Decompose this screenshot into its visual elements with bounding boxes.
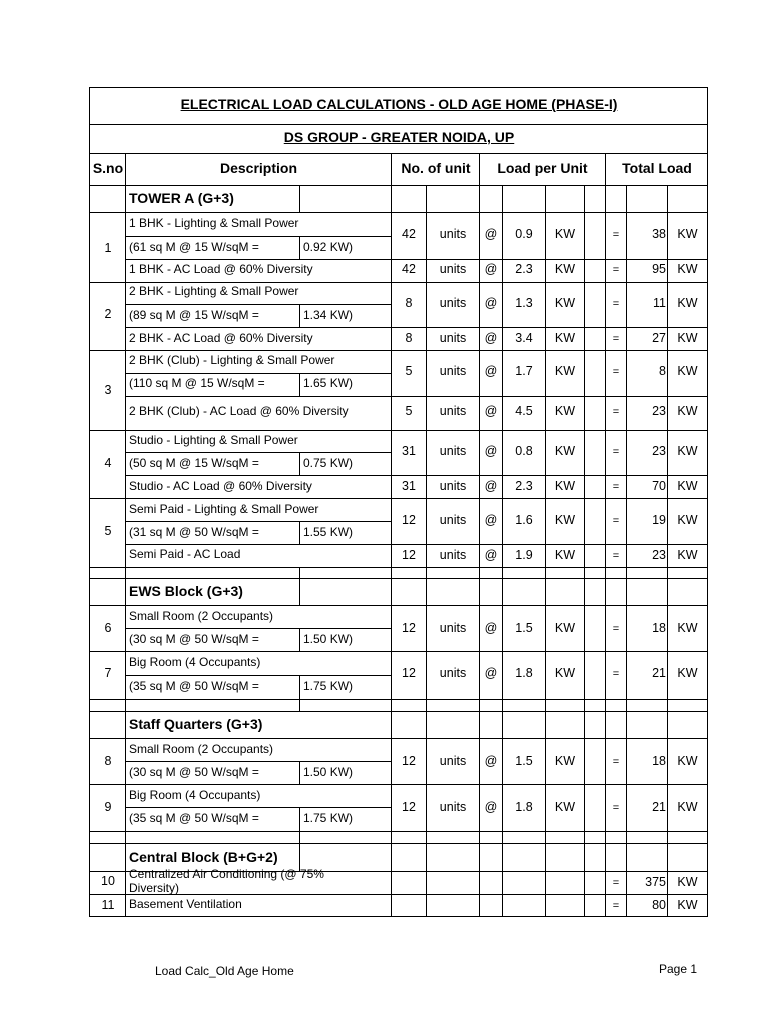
- row-load-kw-label: KW: [554, 331, 576, 345]
- row-sno: 5: [104, 524, 112, 538]
- row-load-kw-label: KW: [554, 666, 576, 680]
- row-load-per-unit: 1.9: [515, 548, 533, 562]
- row-description-kw: 1.65 KW): [303, 376, 354, 390]
- row-at-sign: @: [484, 513, 498, 527]
- row-total-load: 80: [652, 898, 666, 912]
- row-total-load: 21: [652, 800, 666, 814]
- row-load-kw-label: KW: [554, 444, 576, 458]
- row-units-label: units: [439, 227, 467, 241]
- row-equals-sign: =: [612, 229, 620, 241]
- section-ews-block: EWS Block (G+3): [129, 583, 243, 599]
- row-no-of-units: 12: [402, 800, 416, 814]
- row-at-sign: @: [484, 479, 498, 493]
- row-load-per-unit: 2.3: [515, 262, 533, 276]
- row-no-of-units: 12: [402, 513, 416, 527]
- row-total-load: 23: [652, 548, 666, 562]
- row-description: 2 BHK - AC Load @ 60% Diversity: [129, 331, 313, 345]
- row-description-area: (30 sq M @ 50 W/sqM =: [129, 765, 259, 779]
- row-no-of-units: 31: [402, 444, 416, 458]
- row-load-kw-label: KW: [554, 754, 576, 768]
- row-load-kw-label: KW: [554, 296, 576, 310]
- row-description-line1: Semi Paid - Lighting & Small Power: [129, 502, 319, 516]
- row-no-of-units: 5: [405, 404, 413, 418]
- row-units-label: units: [439, 331, 467, 345]
- row-load-per-unit: 0.9: [515, 227, 533, 241]
- row-description-kw: 1.34 KW): [303, 308, 354, 322]
- header-description: Description: [219, 160, 297, 176]
- row-load-kw-label: KW: [554, 404, 576, 418]
- row-total-kw-label: KW: [677, 800, 698, 814]
- row-equals-sign: =: [612, 900, 620, 912]
- row-total-load: 23: [652, 404, 666, 418]
- row-load-per-unit: 1.8: [515, 666, 533, 680]
- row-description-line1: Small Room (2 Occupants): [129, 609, 274, 623]
- row-description-line1: Small Room (2 Occupants): [129, 742, 274, 756]
- row-equals-sign: =: [612, 333, 620, 345]
- row-load-per-unit: 1.8: [515, 800, 533, 814]
- row-total-kw-label: KW: [677, 364, 698, 378]
- row-at-sign: @: [484, 296, 498, 310]
- row-equals-sign: =: [612, 515, 620, 527]
- row-total-kw-label: KW: [677, 513, 698, 527]
- row-no-of-units: 8: [405, 331, 413, 345]
- row-load-per-unit: 1.6: [515, 513, 533, 527]
- section-central-block: Central Block (B+G+2): [129, 849, 278, 865]
- row-total-load: 375: [645, 875, 666, 889]
- document-title: ELECTRICAL LOAD CALCULATIONS - OLD AGE HOME (PHASE-I): [180, 96, 618, 112]
- row-sno: 8: [104, 754, 112, 768]
- row-total-load: 95: [652, 262, 666, 276]
- row-units-label: units: [439, 800, 467, 814]
- document-subtitle: DS GROUP - GREATER NOIDA, UP: [283, 129, 515, 145]
- row-total-load: 38: [652, 227, 666, 241]
- row-total-load: 21: [652, 666, 666, 680]
- row-at-sign: @: [484, 331, 498, 345]
- row-description: Studio - AC Load @ 60% Diversity: [129, 479, 312, 493]
- row-units-label: units: [439, 548, 467, 562]
- row-total-load: 18: [652, 621, 666, 635]
- row-load-per-unit: 3.4: [515, 331, 533, 345]
- row-description: Semi Paid - AC Load: [129, 547, 241, 561]
- row-units-label: units: [439, 621, 467, 635]
- row-load-per-unit: 1.3: [515, 296, 533, 310]
- row-load-per-unit: 4.5: [515, 404, 533, 418]
- row-units-label: units: [439, 296, 467, 310]
- row-total-kw-label: KW: [677, 296, 698, 310]
- row-total-kw-label: KW: [677, 875, 698, 889]
- row-load-kw-label: KW: [554, 227, 576, 241]
- row-description-area: (35 sq M @ 50 W/sqM =: [129, 811, 259, 825]
- row-description-kw: 1.50 KW): [303, 765, 354, 779]
- row-at-sign: @: [484, 364, 498, 378]
- row-sno: 4: [104, 456, 112, 470]
- row-description: 1 BHK - AC Load @ 60% Diversity: [129, 262, 313, 276]
- row-at-sign: @: [484, 754, 498, 768]
- row-load-per-unit: 1.5: [515, 754, 533, 768]
- row-no-of-units: 42: [402, 262, 416, 276]
- row-sno: 3: [104, 383, 112, 397]
- row-total-kw-label: KW: [677, 331, 698, 345]
- section-staff-quarters: Staff Quarters (G+3): [129, 716, 263, 732]
- header-total-load: Total Load: [622, 160, 692, 176]
- row-total-kw-label: KW: [677, 621, 698, 635]
- row-total-load: 19: [652, 513, 666, 527]
- row-sno: 1: [104, 241, 112, 255]
- row-description-area: (50 sq M @ 15 W/sqM =: [129, 456, 259, 470]
- row-no-of-units: 12: [402, 548, 416, 562]
- row-description-kw: 0.92 KW): [303, 240, 354, 254]
- row-total-load: 27: [652, 331, 666, 345]
- row-description-line1: 1 BHK - Lighting & Small Power: [129, 216, 299, 230]
- row-sno: 2: [104, 307, 112, 321]
- row-equals-sign: =: [612, 264, 620, 276]
- row-units-label: units: [439, 404, 467, 418]
- row-description-area: (110 sq M @ 15 W/sqM =: [129, 376, 265, 390]
- row-description-line1: Big Room (4 Occupants): [129, 655, 261, 669]
- row-no-of-units: 12: [402, 754, 416, 768]
- row-load-per-unit: 1.5: [515, 621, 533, 635]
- row-sno: 10: [101, 874, 115, 888]
- row-no-of-units: 5: [405, 364, 413, 378]
- row-load-kw-label: KW: [554, 621, 576, 635]
- row-load-per-unit: 0.8: [515, 444, 533, 458]
- row-total-load: 23: [652, 444, 666, 458]
- row-total-load: 70: [652, 479, 666, 493]
- row-total-kw-label: KW: [677, 548, 698, 562]
- row-no-of-units: 42: [402, 227, 416, 241]
- row-at-sign: @: [484, 227, 498, 241]
- row-equals-sign: =: [612, 802, 620, 814]
- row-equals-sign: =: [612, 446, 620, 458]
- row-total-kw-label: KW: [677, 754, 698, 768]
- row-at-sign: @: [484, 548, 498, 562]
- row-total-load: 11: [653, 296, 666, 310]
- row-description-line1: Studio - Lighting & Small Power: [129, 433, 298, 447]
- row-load-kw-label: KW: [554, 513, 576, 527]
- row-units-label: units: [439, 754, 467, 768]
- row-load-kw-label: KW: [554, 548, 576, 562]
- row-description-area: (31 sq M @ 50 W/sqM =: [129, 525, 259, 539]
- row-description-area: Diversity): [129, 881, 179, 895]
- row-load-kw-label: KW: [554, 479, 576, 493]
- row-total-load: 8: [659, 364, 666, 378]
- row-at-sign: @: [484, 621, 498, 635]
- row-load-per-unit: 2.3: [515, 479, 533, 493]
- row-sno: 9: [104, 800, 112, 814]
- row-at-sign: @: [484, 666, 498, 680]
- row-description-line1: 2 BHK - Lighting & Small Power: [129, 284, 299, 298]
- row-description-kw: 0.75 KW): [303, 456, 354, 470]
- header-load-per-unit: Load per Unit: [497, 160, 588, 176]
- row-at-sign: @: [484, 444, 498, 458]
- row-sno: 11: [101, 898, 115, 912]
- row-total-kw-label: KW: [677, 444, 698, 458]
- row-total-kw-label: KW: [677, 227, 698, 241]
- row-equals-sign: =: [612, 756, 620, 768]
- row-description-area: (35 sq M @ 50 W/sqM =: [129, 679, 259, 693]
- row-total-kw-label: KW: [677, 479, 698, 493]
- row-total-kw-label: KW: [677, 666, 698, 680]
- row-equals-sign: =: [612, 406, 620, 418]
- row-total-kw-label: KW: [677, 898, 698, 912]
- row-equals-sign: =: [612, 550, 620, 562]
- row-description-kw: 1.75 KW): [303, 679, 354, 693]
- row-equals-sign: =: [612, 623, 620, 635]
- row-no-of-units: 8: [405, 296, 413, 310]
- row-total-kw-label: KW: [677, 404, 698, 418]
- row-units-label: units: [439, 513, 467, 527]
- header-no-of-unit: No. of unit: [401, 160, 471, 176]
- row-units-label: units: [439, 666, 467, 680]
- row-load-per-unit: 1.7: [515, 364, 533, 378]
- row-equals-sign: =: [612, 366, 620, 378]
- row-description: 2 BHK (Club) - AC Load @ 60% Diversity: [129, 404, 349, 418]
- row-description-area: (89 sq M @ 15 W/sqM =: [129, 308, 259, 322]
- row-equals-sign: =: [612, 481, 620, 493]
- row-sno: 6: [104, 621, 112, 635]
- row-at-sign: @: [484, 262, 498, 276]
- row-description: Basement Ventilation: [129, 897, 242, 911]
- row-total-kw-label: KW: [677, 262, 698, 276]
- footer-page-number: Page 1: [659, 962, 698, 976]
- row-description-line1: Big Room (4 Occupants): [129, 788, 261, 802]
- row-no-of-units: 12: [402, 666, 416, 680]
- row-description-kw: 1.75 KW): [303, 811, 354, 825]
- row-at-sign: @: [484, 800, 498, 814]
- row-description-kw: 1.50 KW): [303, 632, 354, 646]
- row-description-line1: Centralized Air Conditioning (@ 75%: [129, 867, 324, 881]
- row-units-label: units: [439, 364, 467, 378]
- row-no-of-units: 12: [402, 621, 416, 635]
- section-tower-a: TOWER A (G+3): [129, 190, 234, 206]
- row-units-label: units: [439, 479, 467, 493]
- row-units-label: units: [439, 262, 467, 276]
- row-description-line1: 2 BHK (Club) - Lighting & Small Power: [129, 353, 335, 367]
- row-description-kw: 1.55 KW): [303, 525, 354, 539]
- row-equals-sign: =: [612, 298, 620, 310]
- row-total-load: 18: [652, 754, 666, 768]
- row-description-area: (30 sq M @ 50 W/sqM =: [129, 632, 259, 646]
- row-load-kw-label: KW: [554, 262, 576, 276]
- row-no-of-units: 31: [402, 479, 416, 493]
- row-at-sign: @: [484, 404, 498, 418]
- row-sno: 7: [104, 666, 112, 680]
- row-description-area: (61 sq M @ 15 W/sqM =: [129, 240, 259, 254]
- row-units-label: units: [439, 444, 467, 458]
- row-load-kw-label: KW: [554, 364, 576, 378]
- footer-filename: Load Calc_Old Age Home: [155, 964, 294, 978]
- row-load-kw-label: KW: [554, 800, 576, 814]
- row-equals-sign: =: [612, 877, 620, 889]
- row-equals-sign: =: [612, 668, 620, 680]
- header-sno: S.no: [92, 160, 124, 176]
